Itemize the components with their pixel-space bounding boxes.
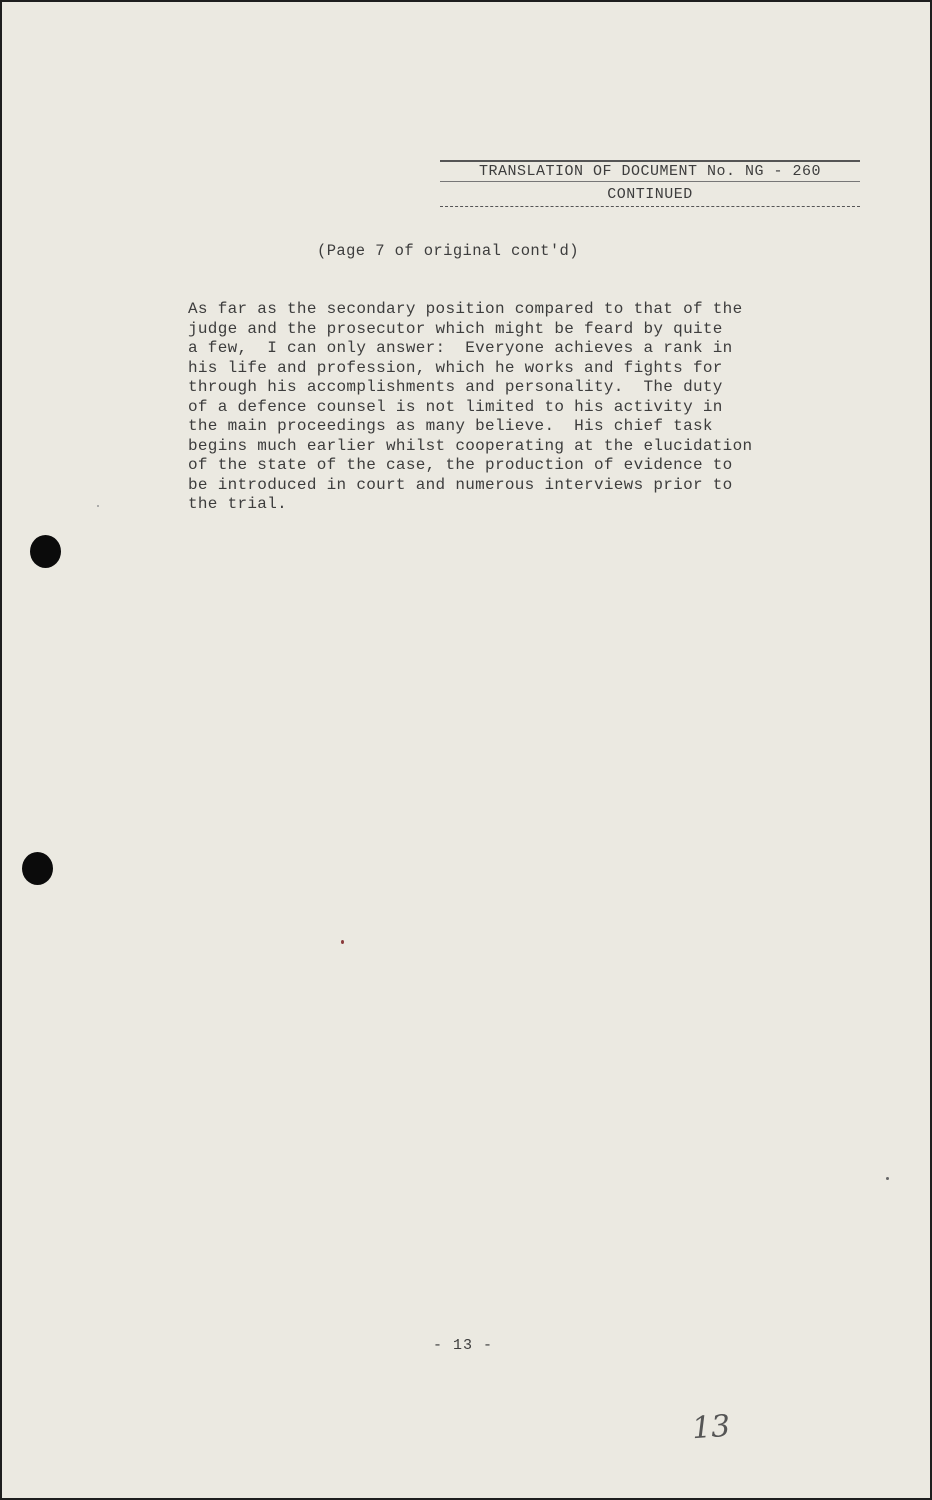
body-line: a few, I can only answer: Everyone achieves a rank in — [188, 339, 733, 357]
ink-speck — [341, 940, 344, 944]
punch-hole — [30, 535, 61, 568]
body-line: judge and the prosecutor which might be feard by quite — [188, 319, 723, 338]
body-line: of the state of the case, the production of evidence to — [188, 456, 733, 474]
page-number: - 13 - — [433, 1337, 494, 1354]
body-paragraph — [188, 300, 868, 515]
body-line: the trial. — [188, 495, 288, 513]
body-line: through his accomplishments and personality. The duty — [188, 378, 723, 396]
body-line: begins much earlier whilst cooperating at the elucidation — [188, 436, 753, 455]
body-line: his life and profession, which he works and fights for — [188, 358, 723, 377]
document-header — [440, 160, 860, 207]
page-reference: (Page 7 of original cont'd) — [317, 242, 579, 260]
header-title: TRANSLATION OF DOCUMENT No. NG - 260 — [440, 160, 860, 182]
handwritten-page-number: 13 — [690, 1408, 732, 1447]
body-line: be introduced in court and numerous interviews prior to — [188, 475, 733, 494]
ink-speck — [886, 1177, 889, 1180]
punch-hole — [22, 852, 53, 885]
body-line: As far as the secondary position compared to that of the — [188, 300, 743, 318]
header-subtitle: CONTINUED — [440, 186, 860, 207]
ink-speck — [97, 505, 99, 507]
body-line: of a defence counsel is not limited to his activity in — [188, 397, 723, 416]
body-line: the main proceedings as many believe. His chief task — [188, 417, 713, 435]
